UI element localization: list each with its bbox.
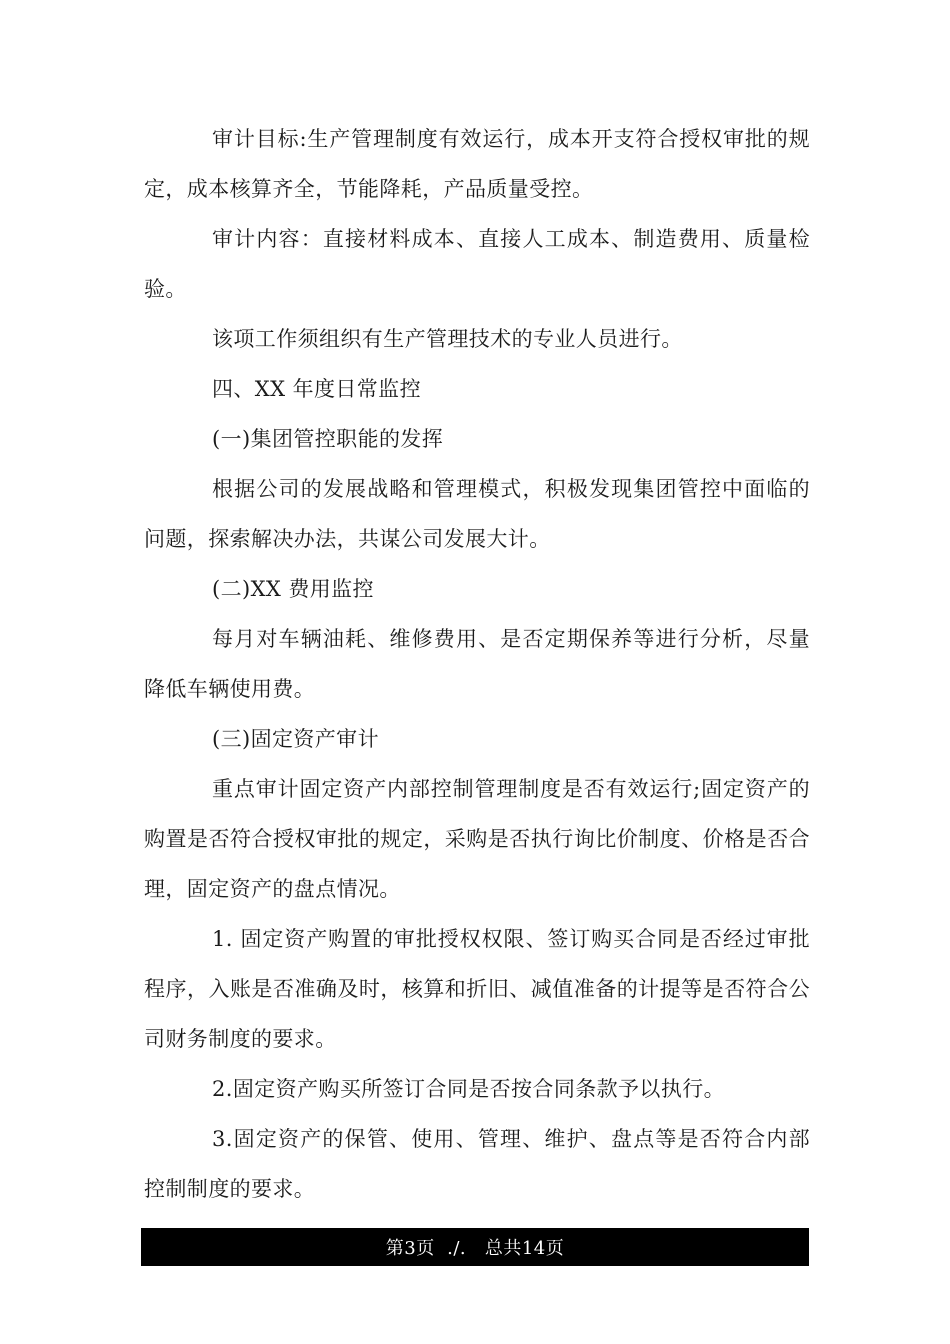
paragraph-staffing: 该项工作须组织有生产管理技术的专业人员进行。 (212, 327, 683, 351)
list-item-2: 2.固定资产购买所签订合同是否按合同条款予以执行。 (212, 1077, 726, 1101)
page-number-label: 第3页 ./. 总共14页 (385, 1238, 565, 1259)
document-body (144, 114, 810, 1214)
subheading-expense-monitoring: (二)XX 费用监控 (212, 577, 374, 601)
paragraph-group-control: 根据公司的发展战略和管理模式，积极发现集团管控中面临的问题，探索解决办法，共谋公司发展大计。 (144, 477, 810, 551)
paragraph-audit-goal: 审计目标:生产管理制度有效运行，成本开支符合授权审批的规定，成本核算齐全，节能降耗，产品质量受控。 (144, 127, 810, 201)
paragraph-vehicle-expense: 每月对车辆油耗、维修费用、是否定期保养等进行分析，尽量降低车辆使用费。 (144, 627, 810, 701)
list-item-1: 1. 固定资产购置的审批授权权限、签订购买合同是否经过审批程序，入账是否准确及时，核算和折旧、减值准备的计提等是否符合公司财务制度的要求。 (144, 927, 810, 1051)
page-footer (141, 1228, 809, 1266)
paragraph-fixed-asset-focus: 重点审计固定资产内部控制管理制度是否有效运行;固定资产的购置是否符合授权审批的规定，采购是否执行询比价制度、价格是否合理，固定资产的盘点情况。 (144, 777, 810, 901)
subheading-fixed-asset-audit: (三)固定资产审计 (212, 727, 379, 751)
list-item-3: 3.固定资产的保管、使用、管理、维护、盘点等是否符合内部控制制度的要求。 (144, 1127, 810, 1201)
subheading-group-control: (一)集团管控职能的发挥 (212, 427, 444, 451)
paragraph-audit-content: 审计内容：直接材料成本、直接人工成本、制造费用、质量检验。 (144, 227, 810, 301)
section-heading-daily-monitoring: 四、XX 年度日常监控 (212, 377, 421, 401)
